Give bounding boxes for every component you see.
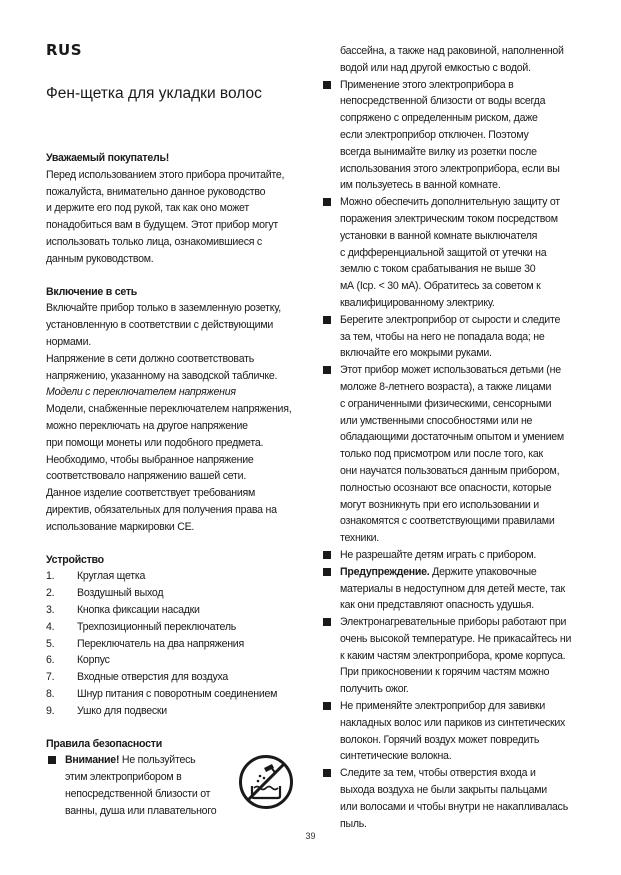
- bullet-line: [340, 732, 581, 749]
- bullet-line-text: квалифицированному электрику.: [340, 296, 495, 309]
- bullet-line: [340, 161, 581, 178]
- bullet-line-text: Берегите электроприбор от сырости и следите: [340, 313, 561, 326]
- bullet-line: [340, 194, 581, 211]
- bullet-line: [340, 480, 581, 497]
- bullet-line-text: включайте его мокрыми руками.: [340, 347, 492, 360]
- device-part-item: [46, 686, 304, 703]
- bullet-line-text: за тем, чтобы на него не попадала вода; не: [340, 330, 545, 343]
- bullet-line: [340, 715, 581, 732]
- language-code: RUS: [46, 41, 83, 59]
- device-parts-list: [46, 568, 304, 719]
- bullet-line: [340, 597, 581, 614]
- bullet-line-text: использования этого электроприбора, если вы: [340, 162, 560, 175]
- bullet-line: [340, 698, 581, 715]
- bullet-line-text: Применение этого электроприбора в: [340, 78, 514, 91]
- text-line: пожалуйста, внимательно данное руководство: [46, 185, 266, 198]
- safety-bullet-item: [321, 698, 581, 765]
- voltage-models-subheading: Модели с переключателем напряжения: [46, 386, 236, 399]
- bullet-line-text: Следите за тем, чтобы отверстия входа и: [340, 767, 536, 780]
- warning-continuation: [321, 43, 581, 77]
- bullet-line-text: материалы в недоступном для детей месте, так: [340, 582, 565, 595]
- bullet-line: [340, 177, 581, 194]
- bullet-square-icon: [323, 618, 331, 626]
- bullet-line: [340, 110, 581, 127]
- text-line: данным руководством.: [46, 252, 154, 265]
- bullet-line-text: накладных волос или париков из синтетических: [340, 716, 566, 729]
- warning-line: ванны, душа или плавательного: [65, 804, 217, 817]
- text-line: Напряжение в сети должно соответствовать: [46, 352, 254, 365]
- bullet-line: [340, 799, 581, 816]
- bullet-line-text: волокон. Горячий воздух может повредить: [340, 733, 540, 746]
- bullet-line: [340, 765, 581, 782]
- part-name: Переключатель на два напряжения: [77, 637, 244, 650]
- part-number: 5.: [46, 637, 55, 650]
- bullet-line-text: Держите упаковочные: [429, 565, 537, 578]
- bullet-line-text: если электроприбор отключен. Поэтому: [340, 128, 529, 141]
- bullet-line: [340, 127, 581, 144]
- bullet-line-text: мА (Iср. < 30 мА). Обратитесь за советом к: [340, 280, 541, 293]
- device-part-item: [46, 619, 304, 636]
- bullet-line: [340, 564, 581, 581]
- bullet-line: [340, 614, 581, 631]
- device-part-item: [46, 669, 304, 686]
- intro-text: [46, 167, 304, 268]
- bullet-line-text: или волосами и чтобы внутри не накапливалась: [340, 800, 568, 813]
- bullet-square-icon: [323, 769, 331, 777]
- text-line: директив, обязательных для получения права на: [46, 503, 277, 516]
- bullet-line: [340, 396, 581, 413]
- bullet-square-icon: [323, 568, 331, 576]
- bullet-line: [340, 664, 581, 681]
- bullet-line-text: поражения электрическим током посредством: [340, 212, 558, 225]
- bullet-line-text: При прикосновении к горячим частям можно: [340, 666, 550, 679]
- device-part-item: [46, 636, 304, 653]
- safety-bullet-item: [321, 765, 581, 832]
- bullet-line: [340, 681, 581, 698]
- part-name: Входные отверстия для воздуха: [77, 671, 229, 684]
- bullet-square-icon: [48, 756, 56, 764]
- part-number: 8.: [46, 687, 55, 700]
- bullet-line: [340, 547, 581, 564]
- bullet-line-text: Не применяйте электроприбор для завивки: [340, 700, 546, 713]
- warning-block: [46, 752, 304, 819]
- bullet-line-text: они научатся пользоваться данным прибором,: [340, 464, 560, 477]
- part-number: 2.: [46, 587, 55, 600]
- safety-bullet-item: [321, 362, 581, 547]
- device-heading: Устройство: [46, 553, 104, 566]
- bullet-square-icon: [323, 366, 331, 374]
- part-name: Ушко для подвески: [77, 704, 167, 717]
- power-text: [46, 300, 304, 384]
- bullet-line: [340, 631, 581, 648]
- device-part-item: [46, 568, 304, 585]
- bullet-line-text: могут возникнуть при его использовании и: [340, 498, 539, 511]
- warning-line: непосредственной близости от: [65, 787, 211, 800]
- text-line: использование маркировки CE.: [46, 520, 195, 533]
- text-line: использовать только лица, ознакомившиеся с: [46, 235, 262, 248]
- bullet-line: [340, 362, 581, 379]
- bullet-line-text: всегда вынимайте вилку из розетки после: [340, 145, 537, 158]
- part-name: Кнопка фиксации насадки: [77, 603, 200, 616]
- bullet-line: [340, 93, 581, 110]
- bullet-line-text: землю с током срабатывания не выше 30: [340, 263, 536, 276]
- bullet-line: [340, 816, 581, 833]
- no-water-bath-icon: [238, 754, 294, 810]
- bullet-line-text: выхода воздуха не были закрыты пальцами: [340, 784, 547, 797]
- part-number: 7.: [46, 671, 55, 684]
- bullet-square-icon: [323, 702, 331, 710]
- bullet-line-text: ознакомятся с соответствующими правилами: [340, 515, 555, 528]
- bullet-line-text: обладающими достаточным опытом и умением: [340, 431, 564, 444]
- bullet-line-text: как они представляют опасность удушья.: [340, 599, 534, 612]
- part-number: 9.: [46, 704, 55, 717]
- text-line: Модели, снабженные переключателем напряжения,: [46, 403, 292, 416]
- bullet-line: [340, 228, 581, 245]
- warning-label: Внимание!: [65, 754, 120, 767]
- text-line: бассейна, а также над раковиной, наполненной: [340, 45, 564, 57]
- bullet-line: [340, 648, 581, 665]
- part-name: Шнур питания с поворотным соединением: [77, 687, 278, 700]
- bullet-square-icon: [323, 316, 331, 324]
- text-line: понадобиться вам в будущем. Этот прибор могут: [46, 219, 278, 232]
- bullet-line-text: с дифференциальной защитой от утечки на: [340, 246, 547, 259]
- text-line: Перед использованием этого прибора прочитайте,: [46, 168, 285, 181]
- safety-bullet-item: [321, 194, 581, 312]
- bullet-line: [340, 245, 581, 262]
- part-name: Воздушный выход: [77, 587, 164, 600]
- text-line: установленную в соответствии с действующими: [46, 319, 274, 332]
- text-line: нормами.: [46, 335, 91, 348]
- bullet-line-text: пыль.: [340, 817, 367, 830]
- bullet-line: [340, 429, 581, 446]
- bullet-line-text: непосредственной близости от воды всегда: [340, 95, 546, 108]
- part-number: 4.: [46, 620, 55, 633]
- bullet-line-text: с ограниченными физическими, сенсорными: [340, 397, 552, 410]
- bullet-line-text: им пользуетесь в ванной комнате.: [340, 179, 501, 192]
- text-line: можно переключать на другое напряжение: [46, 419, 248, 432]
- part-number: 3.: [46, 603, 55, 616]
- safety-bullet-item: [321, 564, 581, 614]
- bullet-line-text: Этот прибор может использоваться детьми (не: [340, 364, 561, 377]
- bullet-square-icon: [323, 551, 331, 559]
- part-name: Круглая щетка: [77, 570, 146, 583]
- bullet-line-text: к каким частям электроприбора, кроме корпуса.: [340, 649, 566, 662]
- bullet-line: [340, 379, 581, 396]
- bullet-line: [340, 581, 581, 598]
- part-name: Корпус: [77, 654, 110, 667]
- device-part-item: [46, 585, 304, 602]
- text-line: и держите его под рукой, так как оно может: [46, 202, 249, 215]
- bullet-line-text: Электронагревательные приборы работают при: [340, 616, 567, 629]
- text-line: Данное изделие соответствует требованиям: [46, 487, 256, 500]
- bullet-line: [340, 513, 581, 530]
- text-line: соответствовало напряжению вашей сети.: [46, 470, 247, 483]
- bullet-line-text: полностью осознают все опасности, которые: [340, 481, 552, 494]
- bullet-line: [340, 413, 581, 430]
- bullet-line-text: техники.: [340, 532, 379, 545]
- warning-line: Не пользуйтесь: [119, 754, 196, 767]
- part-name: Трехпозиционный переключатель: [77, 620, 237, 633]
- bullet-line-text: Можно обеспечить дополнительную защиту от: [340, 196, 560, 209]
- bullet-line: [340, 278, 581, 295]
- bullet-line-text: получить ожог.: [340, 683, 409, 696]
- safety-bullets: [321, 77, 581, 833]
- bullet-line-text: Не разрешайте детям играть с прибором.: [340, 548, 537, 561]
- text-line: напряжению, указанному на заводской табличке.: [46, 369, 278, 382]
- page-number: 39: [305, 831, 316, 841]
- warning-line: этим электроприбором в: [65, 771, 182, 784]
- safety-bullet-item: [321, 312, 581, 362]
- left-column: [46, 40, 304, 819]
- bullet-square-icon: [323, 81, 331, 89]
- bullet-line-text: только под присмотром или после того, как: [340, 448, 543, 461]
- text-line: водой или над другой емкостью с водой.: [340, 61, 531, 74]
- bullet-line-text: очень высокой температуре. Не прикасайтесь ни: [340, 632, 572, 645]
- bullet-line-text: или умственными способностями или не: [340, 414, 533, 427]
- device-part-item: [46, 602, 304, 619]
- page-title: Фен-щетка для укладки волос: [46, 85, 262, 102]
- bullet-line: [340, 497, 581, 514]
- safety-heading: Правила безопасности: [46, 737, 162, 750]
- bullet-line-text: синтетические волокна.: [340, 750, 452, 763]
- bullet-line-text: моложе 8-летнего возраста), а также лицами: [340, 380, 552, 393]
- part-number: 6.: [46, 654, 55, 667]
- bullet-line: [340, 446, 581, 463]
- bullet-square-icon: [323, 198, 331, 206]
- bullet-line: [340, 312, 581, 329]
- intro-heading: Уважаемый покупатель!: [46, 152, 170, 164]
- bullet-line: [340, 530, 581, 547]
- safety-bullet-item: [321, 547, 581, 564]
- text-line: при помощи монеты или подобного предмета.: [46, 436, 264, 449]
- safety-bullet-item: [321, 614, 581, 698]
- bullet-line: [340, 463, 581, 480]
- bullet-line: [340, 144, 581, 161]
- text-line: Включайте прибор только в заземленную розетку,: [46, 302, 281, 315]
- part-number: 1.: [46, 570, 55, 583]
- bullet-line: [340, 329, 581, 346]
- bullet-line-text: установки в ванной комнате выключателя: [340, 229, 538, 242]
- power-heading: Включение в сеть: [46, 285, 138, 298]
- voltage-text: [46, 401, 304, 535]
- bullet-line: [340, 782, 581, 799]
- device-part-item: [46, 652, 304, 669]
- right-column: [321, 43, 581, 832]
- bullet-line-text: сопряжено с определенным риском, даже: [340, 112, 538, 125]
- bullet-bold-label: Предупреждение.: [340, 565, 430, 578]
- device-part-item: [46, 703, 304, 720]
- bullet-line: [340, 77, 581, 94]
- bullet-line: [340, 295, 581, 312]
- bullet-line: [340, 345, 581, 362]
- bullet-line: [340, 748, 581, 765]
- text-line: Необходимо, чтобы выбранное напряжение: [46, 453, 254, 466]
- bullet-line: [340, 211, 581, 228]
- bullet-line: [340, 261, 581, 278]
- safety-bullet-item: [321, 77, 581, 195]
